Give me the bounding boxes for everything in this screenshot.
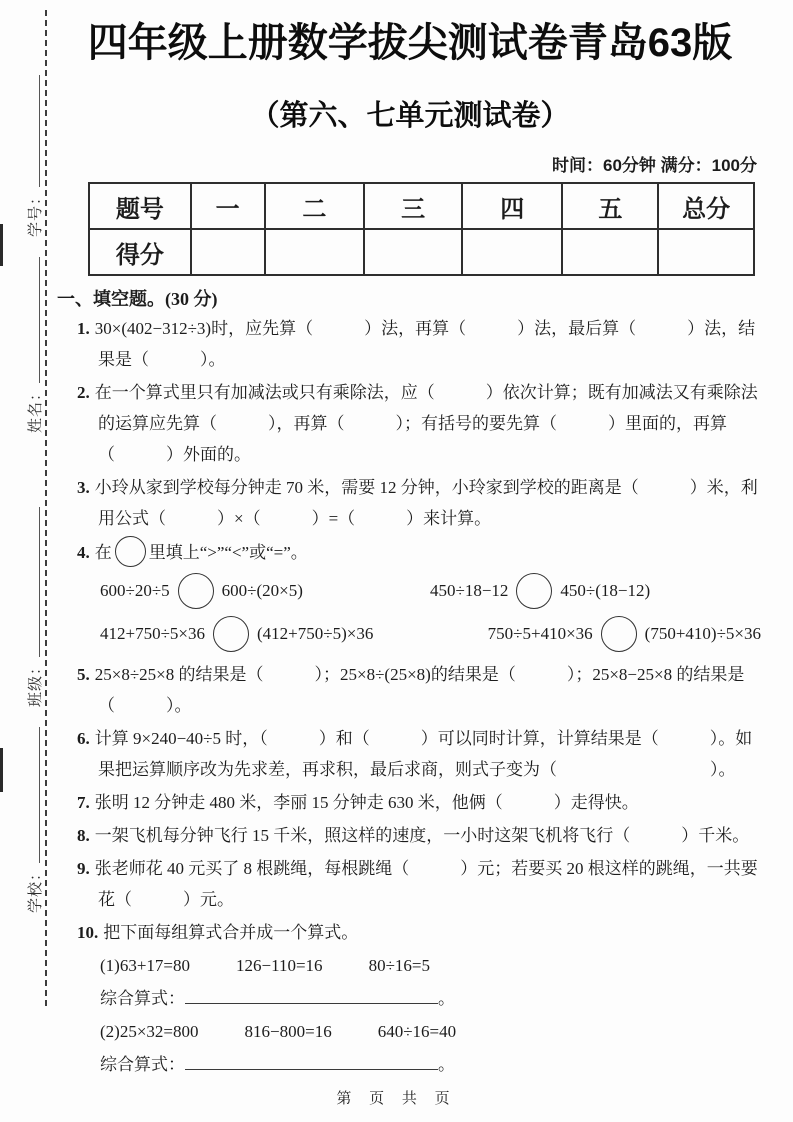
student-id-blank[interactable] [26, 75, 40, 187]
student-name-blank[interactable] [26, 257, 40, 383]
score-header-cell: 五 [562, 183, 658, 229]
group-label: (2) [100, 1022, 120, 1041]
school-label: 学校： [28, 864, 44, 913]
left-expression: 450÷18−12 [430, 581, 509, 600]
comparison-item [430, 573, 650, 609]
question-text: 小玲从家到学校每分钟走 70 米，需要 12 分钟，小玲家到学校的距离是（ ）米，利用公式（ ）×（ ）=（ ）来计算。 [94, 478, 758, 528]
score-row-label: 得分 [89, 229, 191, 275]
score-header-cell: 一 [191, 183, 265, 229]
question-text: 张明 12 分钟走 480 米，李丽 15 分钟走 630 米，他俩（ ）走得快。 [94, 793, 639, 812]
question-number: 3. [77, 478, 90, 497]
left-expression: 412+750÷5×36 [100, 624, 206, 643]
comparison-item [100, 616, 373, 652]
fill-in-circle[interactable] [516, 573, 552, 609]
question-text: 一架飞机每分钟飞行 15 千米，照这样的速度，一小时这架飞机将飞行（ ）千米。 [94, 826, 750, 845]
question-7 [57, 787, 763, 818]
score-header-cell: 三 [364, 183, 462, 229]
question-10 [57, 917, 763, 948]
score-input-cell[interactable] [658, 229, 754, 275]
scan-edge-mark [0, 224, 3, 266]
equation: 816−800=16 [244, 1022, 332, 1041]
student-id-label: 学号： [28, 188, 44, 237]
answer-label: 综合算式： [100, 1055, 185, 1074]
score-header-cell: 题号 [89, 183, 191, 229]
answer-blank-line[interactable] [185, 1056, 438, 1070]
score-input-cell[interactable] [265, 229, 365, 275]
comparison-row-1 [57, 573, 763, 609]
equation: 640÷16=40 [377, 1022, 457, 1041]
answer-row-2 [57, 1049, 763, 1080]
question-number: 5. [77, 665, 90, 684]
question-text: 在一个算式里只有加减法或只有乘除法，应（ ）依次计算；既有加减法又有乘除法的运算应先算（ ），再算（ ）；有括号的要先算（ ）里面的，再算（ ）外面的。 [94, 383, 758, 464]
equation-group-1 [57, 950, 763, 981]
score-table-score-row [89, 229, 754, 275]
score-table [88, 182, 755, 276]
left-expression: 600÷20÷5 [100, 581, 170, 600]
scan-edge-mark [0, 748, 3, 792]
equation: 63+17=80 [119, 956, 191, 975]
class-label: 班级： [28, 658, 44, 707]
question-text: 计算 9×240−40÷5 时，（ ）和（ ）可以同时计算，计算结果是（ ）。如果把运算顺序改为先求差，再求积，最后求商，则式子变为（ ）。 [94, 729, 753, 779]
fill-in-circle[interactable] [178, 573, 214, 609]
question-text: 在 [94, 543, 112, 562]
score-header-cell: 总分 [658, 183, 754, 229]
score-input-cell[interactable] [191, 229, 265, 275]
right-expression: (750+410)÷5×36 [644, 624, 761, 643]
question-2 [57, 377, 763, 470]
question-number: 6. [77, 729, 90, 748]
equation: 126−110=16 [236, 956, 323, 975]
score-input-cell[interactable] [462, 229, 562, 275]
question-number: 8. [77, 826, 90, 845]
question-number: 1. [77, 319, 90, 338]
fill-in-circle[interactable] [601, 616, 637, 652]
school-field [24, 727, 45, 913]
score-table-header-row [89, 183, 754, 229]
question-1 [57, 313, 763, 375]
score-header-cell: 二 [265, 183, 365, 229]
question-text: 里填上“>”“<”或“=”。 [148, 543, 308, 562]
score-input-cell[interactable] [562, 229, 658, 275]
class-field [24, 507, 45, 707]
equation: 25×32=800 [119, 1022, 199, 1041]
class-blank[interactable] [26, 507, 40, 657]
page-footer: 第 页 共 页 [336, 1091, 457, 1107]
question-text: 把下面每组算式合并成一个算式。 [103, 923, 359, 942]
comparison-item [100, 573, 430, 609]
right-expression: 450÷(18−12) [560, 581, 651, 600]
fold-dashed-line [45, 10, 47, 1006]
comparison-row-2 [57, 616, 763, 652]
question-4 [57, 536, 763, 568]
student-id-field [24, 75, 45, 237]
fill-in-circle[interactable] [115, 536, 146, 567]
question-text: 25×8÷25×8 的结果是（ ）；25×8÷(25×8)的结果是（ ）；25×8−25×8 的结果是（ ）。 [94, 665, 745, 715]
answer-row-1 [57, 983, 763, 1014]
equation-group-2 [57, 1016, 763, 1047]
student-name-field [24, 257, 45, 433]
answer-label: 综合算式： [100, 989, 185, 1008]
right-expression: (412+750÷5)×36 [257, 624, 374, 643]
question-8 [57, 820, 763, 851]
question-9 [57, 853, 763, 915]
question-text: 30×(402−312÷3)时，应先算（ ）法，再算（ ）法，最后算（ ）法，结果是（ ）。 [94, 319, 756, 369]
period: 。 [438, 989, 455, 1008]
score-header-cell: 四 [462, 183, 562, 229]
question-number: 2. [77, 383, 90, 402]
section-heading: 一、填空题。(30 分) [57, 289, 218, 309]
equation: 80÷16=5 [368, 956, 430, 975]
question-3 [57, 472, 763, 534]
question-number: 9. [77, 859, 90, 878]
period: 。 [438, 1055, 455, 1074]
question-6 [57, 723, 763, 785]
question-number: 10. [77, 923, 99, 942]
answer-blank-line[interactable] [185, 990, 438, 1004]
student-name-label: 姓名： [28, 384, 44, 433]
question-number: 7. [77, 793, 90, 812]
comparison-item [488, 616, 761, 652]
group-label: (1) [100, 956, 120, 975]
school-blank[interactable] [26, 727, 40, 863]
question-number: 4. [77, 543, 90, 562]
main-content [57, 0, 763, 1080]
right-expression: 600÷(20×5) [221, 581, 303, 600]
page-title: 四年级上册数学拔尖测试卷青岛63版 [87, 21, 733, 65]
left-expression: 750÷5+410×36 [487, 624, 593, 643]
score-input-cell[interactable] [364, 229, 462, 275]
question-text: 张老师花 40 元买了 8 根跳绳，每根跳绳（ ）元；若要买 20 根这样的跳绳，一共要花（ ）元。 [94, 859, 758, 909]
page-subtitle: （第六、七单元测试卷） [250, 100, 570, 132]
exam-meta: 时间：60分钟 满分：100分 [552, 156, 757, 175]
question-5 [57, 659, 763, 721]
fill-in-circle[interactable] [213, 616, 249, 652]
